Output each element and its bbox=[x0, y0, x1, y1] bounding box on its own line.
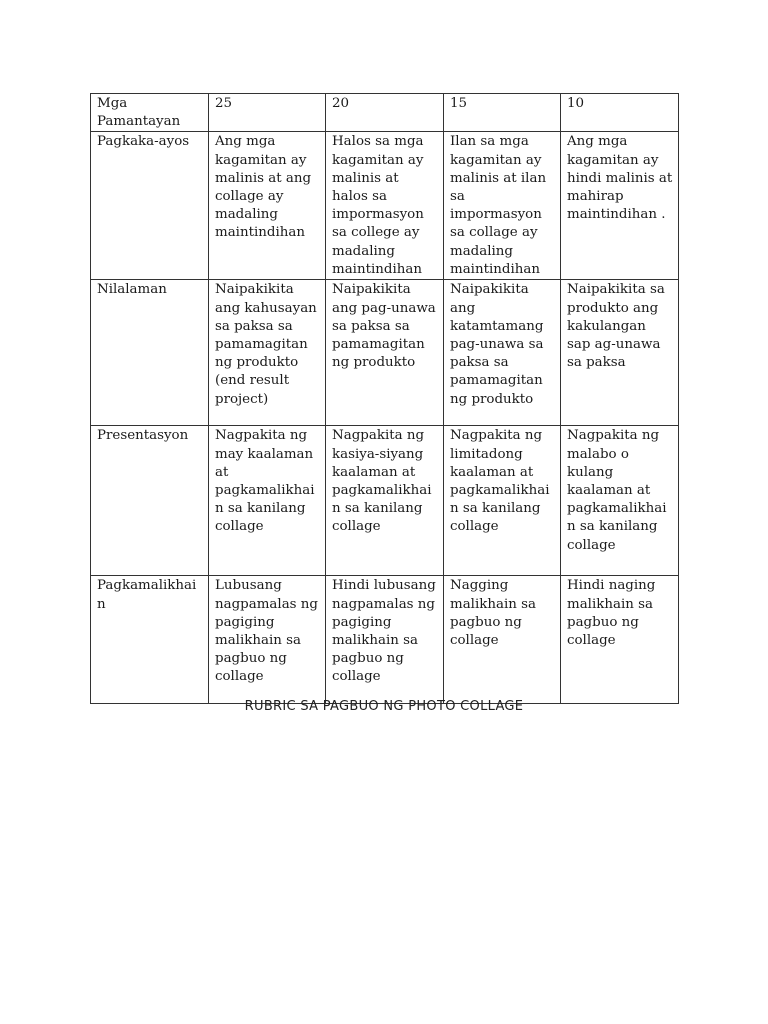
table-cell: Ang mga kagamitan ay hindi malinis at mahirap maintindihan . bbox=[561, 132, 679, 280]
table-row bbox=[91, 426, 679, 576]
table-cell: Halos sa mga kagamitan ay malinis at halos sa impormasyon sa college ay madaling maintindihan bbox=[326, 132, 444, 280]
table-cell: Nagpakita ng kasiya-siyang kaalaman at pagkamalikhain sa kanilang collage bbox=[326, 426, 444, 576]
header-cell-score-20: 20 bbox=[326, 94, 444, 132]
table-cell: Naipakikita ang katamtamang pag-unawa sa paksa sa pamamagitan ng produkto bbox=[444, 280, 561, 426]
table-row bbox=[91, 576, 679, 704]
rubric-table bbox=[90, 93, 679, 704]
table-cell: Naipakikita ang pag-unawa sa paksa sa pamamagitan ng produkto bbox=[326, 280, 444, 426]
criterion-cell: Presentasyon bbox=[91, 426, 209, 576]
table-cell: Nagging malikhain sa pagbuo ng collage bbox=[444, 576, 561, 704]
table-cell: Hindi lubusang nagpamalas ng pagiging malikhain sa pagbuo ng collage bbox=[326, 576, 444, 704]
table-cell: Naipakikita sa produkto ang kakulangan sap ag-unawa sa paksa bbox=[561, 280, 679, 426]
table-row bbox=[91, 280, 679, 426]
table-header-row bbox=[91, 94, 679, 132]
table-cell: Nagpakita ng limitadong kaalaman at pagkamalikhain sa kanilang collage bbox=[444, 426, 561, 576]
table-caption: RUBRIC SA PAGBUO NG PHOTO COLLAGE bbox=[244, 699, 524, 714]
table-cell: Nagpakita ng may kaalaman at pagkamalikhain sa kanilang collage bbox=[209, 426, 326, 576]
header-cell-score-15: 15 bbox=[444, 94, 561, 132]
table-cell: Ilan sa mga kagamitan ay malinis at ilan sa impormasyon sa collage ay madaling maintindihan bbox=[444, 132, 561, 280]
header-cell-score-10: 10 bbox=[561, 94, 679, 132]
criterion-cell: Nilalaman bbox=[91, 280, 209, 426]
table-cell: Nagpakita ng malabo o kulang kaalaman at pagkamalikhain sa kanilang collage bbox=[561, 426, 679, 576]
header-cell-criteria: Mga Pamantayan bbox=[91, 94, 209, 132]
table-row bbox=[91, 132, 679, 280]
table-cell: Hindi naging malikhain sa pagbuo ng collage bbox=[561, 576, 679, 704]
criterion-cell: Pagkamalikhain bbox=[91, 576, 209, 704]
criterion-cell: Pagkaka-ayos bbox=[91, 132, 209, 280]
table-cell: Naipakikita ang kahusayan sa paksa sa pamamagitan ng produkto (end result project) bbox=[209, 280, 326, 426]
table-cell: Lubusang nagpamalas ng pagiging malikhain sa pagbuo ng collage bbox=[209, 576, 326, 704]
table-cell: Ang mga kagamitan ay malinis at ang collage ay madaling maintindihan bbox=[209, 132, 326, 280]
header-cell-score-25: 25 bbox=[209, 94, 326, 132]
